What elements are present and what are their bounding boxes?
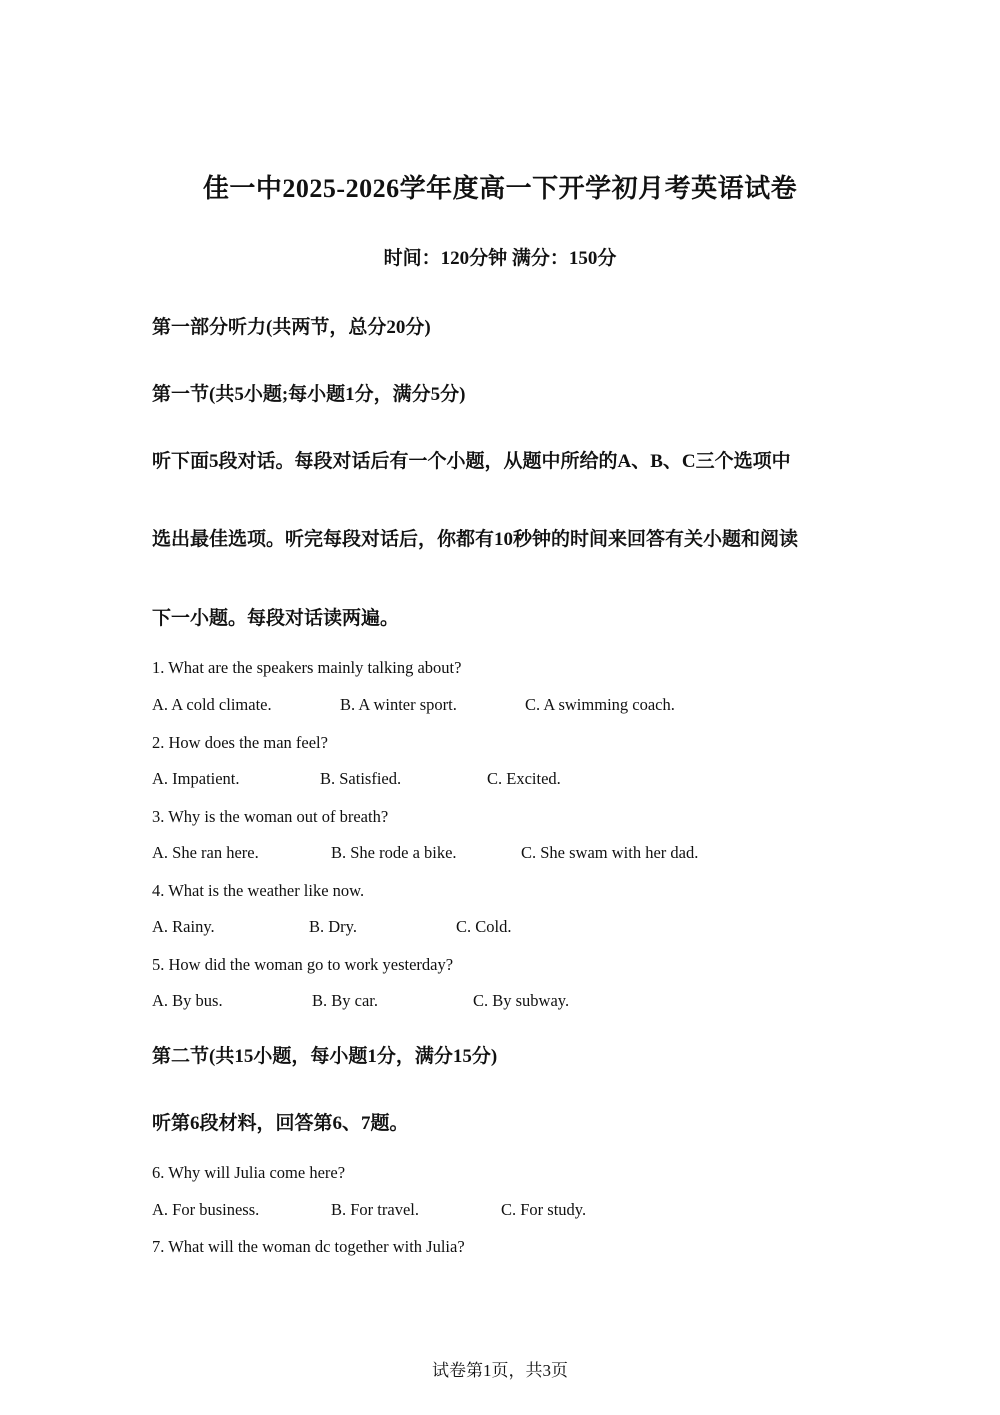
material-heading: 听第6段材料，回答第6、7题。 bbox=[152, 1113, 409, 1134]
option-c: C. By subway. bbox=[473, 991, 570, 1010]
instruction-line: 选出最佳选项。听完每段对话后，你都有10秒钟的时间来回答有关小题和阅读 bbox=[152, 529, 799, 550]
part1-heading: 第一部分听力(共两节，总分20分) bbox=[152, 317, 431, 338]
option-c: C. Excited. bbox=[487, 769, 561, 788]
option-b: B. For travel. bbox=[331, 1200, 419, 1219]
question-5: 5. How did the woman go to work yesterday? bbox=[152, 955, 454, 974]
option-b: B. She rode a bike. bbox=[331, 843, 457, 862]
question-1: 1. What are the speakers mainly talking about? bbox=[152, 658, 462, 677]
section2-heading: 第二节(共15小题，每小题1分，满分15分) bbox=[152, 1046, 498, 1067]
option-c: C. She swam with her dad. bbox=[521, 843, 699, 862]
question-7: 7. What will the woman dc together with Julia? bbox=[152, 1237, 465, 1256]
option-a: A. Rainy. bbox=[152, 917, 215, 936]
section1-heading: 第一节(共5小题;每小题1分，满分5分) bbox=[152, 384, 466, 405]
option-a: A. Impatient. bbox=[152, 769, 240, 788]
option-a: A. By bus. bbox=[152, 991, 223, 1010]
option-b: B. By car. bbox=[312, 991, 378, 1010]
option-c: C. For study. bbox=[501, 1200, 587, 1219]
option-b: B. Satisfied. bbox=[320, 769, 402, 788]
option-b: B. Dry. bbox=[309, 917, 357, 936]
instruction-line: 下一小题。每段对话读两遍。 bbox=[152, 608, 400, 629]
option-b: B. A winter sport. bbox=[340, 695, 457, 714]
question-6: 6. Why will Julia come here? bbox=[152, 1163, 346, 1182]
option-a: A. For business. bbox=[152, 1200, 260, 1219]
page-footer: 试卷第1页，共3页 bbox=[432, 1361, 568, 1380]
exam-info: 时间：120分钟 满分：150分 bbox=[383, 248, 617, 269]
option-a: A. She ran here. bbox=[152, 843, 259, 862]
question-4: 4. What is the weather like now. bbox=[152, 881, 365, 900]
question-2: 2. How does the man feel? bbox=[152, 733, 328, 752]
page-title: 佳一中2025-2026学年度高一下开学初月考英语试卷 bbox=[202, 174, 798, 203]
option-c: C. Cold. bbox=[456, 917, 512, 936]
option-a: A. A cold climate. bbox=[152, 695, 272, 714]
instruction-line: 听下面5段对话。每段对话后有一个小题，从题中所给的A、B、C三个选项中 bbox=[152, 451, 791, 472]
question-3: 3. Why is the woman out of breath? bbox=[152, 807, 389, 826]
option-c: C. A swimming coach. bbox=[525, 695, 675, 714]
